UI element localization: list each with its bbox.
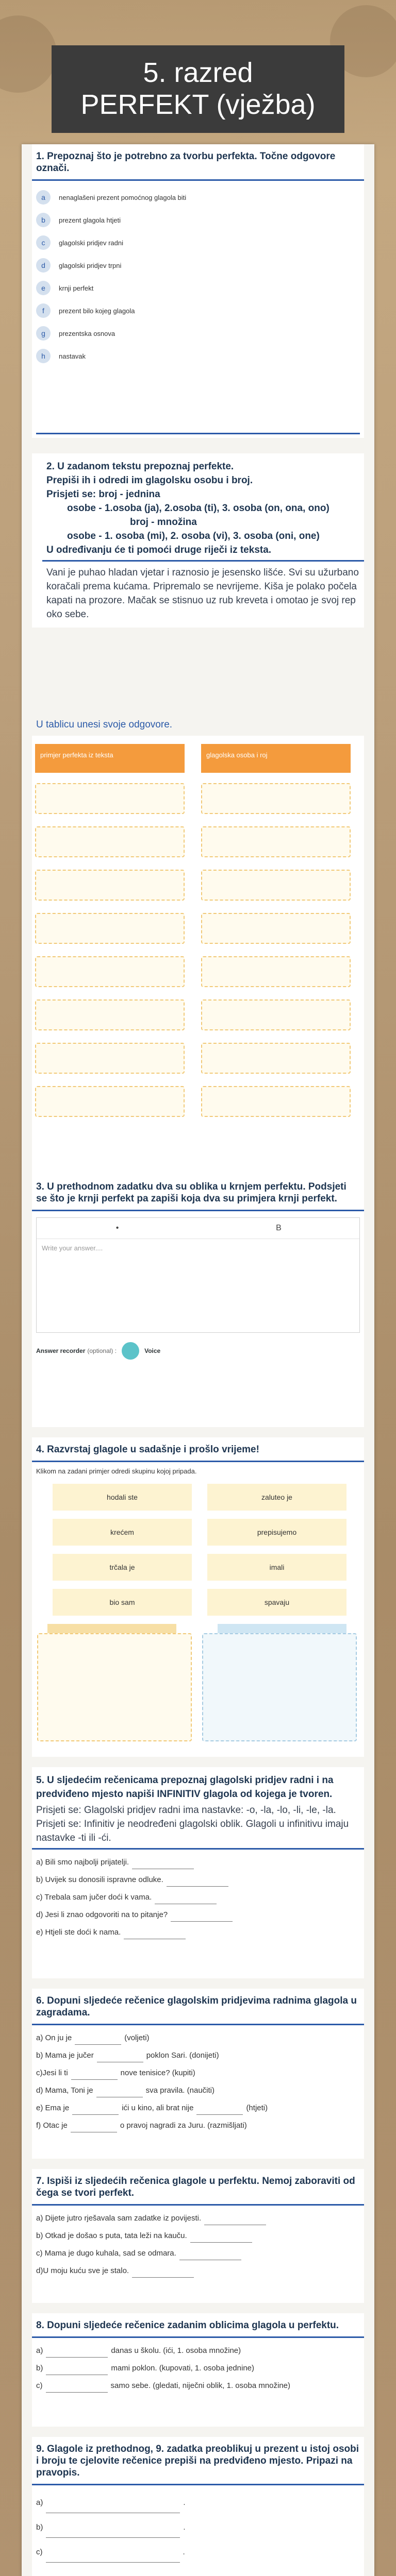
answer-blank[interactable] xyxy=(179,2252,241,2260)
sort-item[interactable]: imali xyxy=(207,1554,346,1581)
sentence-text: e) Ema je xyxy=(36,2104,70,2112)
option-text: glagolski pridjev radni xyxy=(59,239,124,247)
question-3 xyxy=(32,1175,364,1427)
drop-slot[interactable] xyxy=(201,999,351,1030)
sort-item[interactable]: trčala je xyxy=(53,1554,192,1581)
sentence-text: (voljeti) xyxy=(124,2033,150,2042)
drop-slot[interactable] xyxy=(201,1043,351,1074)
sort-item[interactable]: krećem xyxy=(53,1519,192,1546)
sentence-text: poklon Sari. (donijeti) xyxy=(146,2051,219,2060)
answer-blank[interactable] xyxy=(97,2055,143,2062)
sentence-text: mami poklon. (kupovati, 1. osoba jednine) xyxy=(111,2364,254,2372)
sentence-text: d)U moju kuću sve je stalo. xyxy=(36,2266,129,2275)
question-4-title: 4. Razvrstaj glagole u sadašnje i prošlo vrijeme! xyxy=(32,1437,364,1462)
question-9 xyxy=(32,2437,364,2576)
question-8-title: 8. Dopuni sljedeće rečenice zadanim oblicima glagola u perfektu. xyxy=(32,2313,364,2338)
sentence-text: c) xyxy=(36,2381,43,2390)
sentence-text: (htjeti) xyxy=(246,2104,268,2112)
option-text: nastavak xyxy=(59,352,86,360)
answer-blank[interactable] xyxy=(71,2072,118,2080)
drop-slot[interactable] xyxy=(201,826,351,857)
drop-slot[interactable] xyxy=(35,999,185,1030)
sentence-line xyxy=(32,1906,364,1924)
sentence-line xyxy=(32,1889,364,1906)
question-8 xyxy=(32,2313,364,2427)
sentence-line xyxy=(32,1871,364,1889)
answer-placeholder: Write your answer.... xyxy=(42,1244,103,1252)
drop-slot[interactable] xyxy=(35,956,185,987)
answer-blank[interactable] xyxy=(46,2505,180,2513)
question-2-text: Vani je puhao hladan vjetar i raznosio je jesensko lišće. Svi su užurbano koračali prema kućama. Pripremalo se nevrijeme. Kiša je polako počela kapati na prozore. Mačak se stisnuo uz rub kreveta i omotao je svoj rep oko sebe. xyxy=(46,567,359,620)
question-3-title: 3. U prethodnom zadatku dva su oblika u krnjem perfektu. Podsjeti se što je krnji perfekt pa zapiši koja dva su primjera krnji perfekt. xyxy=(32,1175,364,1211)
divider xyxy=(36,433,360,434)
question-2-line: 2. U zadanom tekstu prepoznaj perfekte. xyxy=(46,461,234,472)
sentence-text: b) Mama je jučer xyxy=(36,2051,94,2060)
sentence-text: c) xyxy=(36,2548,43,2556)
sentence-text: danas u školu. (ići, 1. osoba množine) xyxy=(111,2346,241,2355)
answer-blank[interactable] xyxy=(46,2367,108,2375)
drop-slot[interactable] xyxy=(35,783,185,814)
sentence-line xyxy=(32,2227,364,2245)
sentence-text: a) Dijete jutro rješavala sam zadatke iz povijesti. xyxy=(36,2214,202,2223)
drop-slot[interactable] xyxy=(201,870,351,901)
question-2-line: osobe - 1.osoba (ja), 2.osoba (ti), 3. osoba (on, ona, ono) xyxy=(67,503,329,514)
option-text: krnji perfekt xyxy=(59,284,94,292)
answer-blank[interactable] xyxy=(75,2037,121,2045)
question-7-title: 7. Ispiši iz sljedećih rečenica glagole u perfektu. Nemoj zaboraviti od čega se tvori perfekt. xyxy=(32,2169,364,2206)
sentence-text: b) xyxy=(36,2523,43,2532)
sentence-line xyxy=(32,2082,364,2099)
sort-item[interactable]: prepisujemo xyxy=(207,1519,346,1546)
option-text: prezent glagola htjeti xyxy=(59,216,121,224)
option-c[interactable] xyxy=(32,231,364,254)
question-2-line: broj - množina xyxy=(130,517,197,528)
sentence-text: c) Mama je dugo kuhala, sad se odmara. xyxy=(36,2249,176,2258)
drop-slot[interactable] xyxy=(35,913,185,944)
sentence-text: b) Otkad je došao s puta, tata leži na kauču. xyxy=(36,2231,187,2240)
drop-zone-perfect[interactable] xyxy=(202,1633,357,1741)
question-4-instruction: Klikom na zadani primjer odredi skupinu kojoj pripada. xyxy=(36,1467,197,1475)
drop-slot[interactable] xyxy=(35,1043,185,1074)
sentence-text: o pravoj nagradi za Juru. (razmišljati) xyxy=(120,2121,247,2130)
question-4 xyxy=(32,1437,364,1757)
answer-textarea[interactable] xyxy=(36,1217,360,1333)
question-7 xyxy=(32,2169,364,2303)
sentence-line xyxy=(32,1854,364,1871)
question-5-hint: Prisjeti se: Infinitiv je neodređeni glagolski oblik. Glagoli u infinitivu imaju nastavke -ti ili -ći. xyxy=(32,1817,364,1850)
drop-slot[interactable] xyxy=(35,1086,185,1117)
question-2-line: Prisjeti se: broj - jednina xyxy=(46,489,160,500)
answer-recorder xyxy=(32,1333,364,1369)
option-letter: g xyxy=(36,326,51,341)
option-b[interactable] xyxy=(32,209,364,231)
title-line-2: PERFEKT (vježba) xyxy=(80,89,316,120)
answer-blank[interactable] xyxy=(124,1931,186,1939)
option-text: prezentska osnova xyxy=(59,329,116,337)
title-line-1: 5. razred xyxy=(143,57,253,88)
sentence-text: a) Bili smo najbolji prijatelji. xyxy=(36,1858,129,1867)
option-a[interactable] xyxy=(32,186,364,209)
option-h[interactable] xyxy=(32,345,364,367)
sentence-text: c) Trebala sam jučer doći k vama. xyxy=(36,1893,152,1902)
option-text: prezent bilo kojeg glagola xyxy=(59,307,135,315)
text-toolbar xyxy=(37,1218,359,1239)
sentence-text: c)Jesi li ti xyxy=(36,2069,68,2077)
sort-item[interactable]: hodali ste xyxy=(53,1484,192,1511)
sentence-line xyxy=(32,1924,364,1941)
sentence-line xyxy=(32,2117,364,2134)
column-header-person: glagolska osoba i roj xyxy=(201,744,351,773)
option-letter: c xyxy=(36,235,51,250)
answer-blank[interactable] xyxy=(155,1896,217,1904)
question-2-line: U određivanju će ti pomoći druge riječi iz teksta. xyxy=(42,543,364,562)
sentence-line xyxy=(32,2099,364,2117)
sentence-text: nove tenisice? (kupiti) xyxy=(120,2069,195,2077)
sentence-line xyxy=(32,2262,364,2280)
option-letter: d xyxy=(36,258,51,273)
sentence-line xyxy=(32,2210,364,2227)
answer-blank[interactable] xyxy=(132,1861,194,1869)
sentence-line xyxy=(32,2360,364,2377)
bold-button[interactable]: B xyxy=(276,1224,282,1232)
sentence-line xyxy=(32,2342,364,2360)
column-header-perfect: primjer perfekta iz teksta xyxy=(35,744,185,773)
answer-blank[interactable] xyxy=(72,2107,119,2115)
answer-blank[interactable] xyxy=(46,2530,180,2538)
sentence-text: e) Htjeli ste doći k nama. xyxy=(36,1928,121,1937)
drop-slot[interactable] xyxy=(201,783,351,814)
sentence-line xyxy=(32,2047,364,2064)
sort-items xyxy=(53,1484,352,1638)
drop-slot[interactable] xyxy=(35,826,185,857)
microphone-icon[interactable] xyxy=(122,1342,139,1360)
sentence-line: a) . xyxy=(32,2490,364,2515)
answer-blank[interactable] xyxy=(204,2217,266,2225)
answer-blank[interactable] xyxy=(46,2350,108,2358)
answer-blank[interactable] xyxy=(190,2235,252,2243)
title-banner xyxy=(52,45,344,133)
sort-item[interactable]: bio sam xyxy=(53,1589,192,1616)
question-2-line: osobe - 1. osoba (mi), 2. osoba (vi), 3. osoba (oni, one) xyxy=(67,531,320,541)
question-1-title: 1. Prepoznaj što je potrebno za tvorbu perfekta. Točne odgovore označi. xyxy=(32,144,364,181)
question-5-title: 5. U sljedećim rečenicama prepoznaj glagolski pridjev radni i na predviđeno mjesto napiši INFINITIV glagola od kojega je tvoren. xyxy=(36,1775,334,1800)
question-2-instructions xyxy=(32,453,364,628)
answer-blank[interactable] xyxy=(71,2125,117,2132)
sentence-line: c) . xyxy=(32,2540,364,2565)
sentence-text: ići u kino, ali brat nije xyxy=(122,2104,194,2112)
sentence-text: d) Jesi li znao odgovoriti na to pitanje? xyxy=(36,1910,168,1919)
answer-blank[interactable] xyxy=(46,2385,108,2393)
drop-slot[interactable] xyxy=(201,956,351,987)
sentence-text: samo sebe. (gledati, niječni oblik, 1. osoba množine) xyxy=(110,2381,291,2390)
recorder-optional: (optional) : xyxy=(87,1347,117,1354)
question-5 xyxy=(32,1767,364,1978)
question-1 xyxy=(32,144,364,438)
sentence-text: a) xyxy=(36,2498,43,2507)
answer-blank[interactable] xyxy=(96,2090,143,2097)
option-text: glagolski pridjev trpni xyxy=(59,261,122,269)
sentence-text: b) xyxy=(36,2364,43,2372)
sentence-line: b) . xyxy=(32,2515,364,2540)
answer-blank[interactable] xyxy=(132,2270,194,2278)
question-2-table-instruction: U tablicu unesi svoje odgovore. xyxy=(36,719,173,730)
sentence-text: a) On ju je xyxy=(36,2033,72,2042)
bullet-list-button[interactable]: • xyxy=(116,1224,119,1232)
drop-slot[interactable] xyxy=(201,913,351,944)
sentence-line xyxy=(32,2245,364,2262)
sentence-text: b) Uvijek su donosili ispravne odluke. xyxy=(36,1875,163,1884)
sort-item[interactable]: zaluteo je xyxy=(207,1484,346,1511)
option-d[interactable] xyxy=(32,254,364,277)
option-e[interactable] xyxy=(32,277,364,299)
option-letter: a xyxy=(36,190,51,205)
option-g[interactable] xyxy=(32,322,364,345)
answer-blank[interactable] xyxy=(171,1914,233,1922)
question-9-title: 9. Glagole iz prethodnog, 9. zadatka preoblikuj u prezent u istoj osobi i broju te cjelovite rečenice prepiši na predviđeno mjesto. Pripazi na pravopis. xyxy=(32,2437,364,2485)
question-5-hint: Prisjeti se: Glagolski pridjev radni ima nastavke: -o, -la, -lo, -li, -le, -la. xyxy=(36,1805,336,1816)
answer-blank[interactable] xyxy=(196,2107,243,2115)
sentence-text: f) Otac je xyxy=(36,2121,68,2130)
option-letter: f xyxy=(36,303,51,318)
option-letter: b xyxy=(36,213,51,227)
option-letter: e xyxy=(36,281,51,295)
background-decoration xyxy=(0,15,57,93)
answer-blank[interactable] xyxy=(46,2555,180,2563)
drop-slot[interactable] xyxy=(201,1086,351,1117)
question-6 xyxy=(32,1989,364,2159)
question-2-line: Prepiši ih i odredi im glagolsku osobu i broj. xyxy=(46,475,253,486)
drop-slot[interactable] xyxy=(35,870,185,901)
sentence-line xyxy=(32,2029,364,2047)
sort-item[interactable]: spavaju xyxy=(207,1589,346,1616)
sentence-line xyxy=(32,2377,364,2395)
sentence-line xyxy=(32,2064,364,2082)
worksheet-page xyxy=(22,144,374,2576)
answer-blank[interactable] xyxy=(167,1879,228,1887)
option-text: nenaglašeni prezent pomoćnog glagola biti xyxy=(59,193,187,201)
sentence-text: sva pravila. (naučiti) xyxy=(145,2086,214,2095)
question-1-options xyxy=(32,181,364,367)
sentence-text: a) xyxy=(36,2346,43,2355)
recorder-label: Answer recorder xyxy=(36,1347,86,1354)
question-6-title: 6. Dopuni sljedeće rečenice glagolskim pridjevima radnima glagola u zagradama. xyxy=(32,1989,364,2025)
option-f[interactable] xyxy=(32,299,364,322)
question-2 xyxy=(32,453,364,1273)
recorder-voice: Voice xyxy=(144,1347,161,1354)
sentence-text: d) Mama, Toni je xyxy=(36,2086,93,2095)
drop-zone-present[interactable] xyxy=(37,1633,192,1741)
option-letter: h xyxy=(36,349,51,363)
